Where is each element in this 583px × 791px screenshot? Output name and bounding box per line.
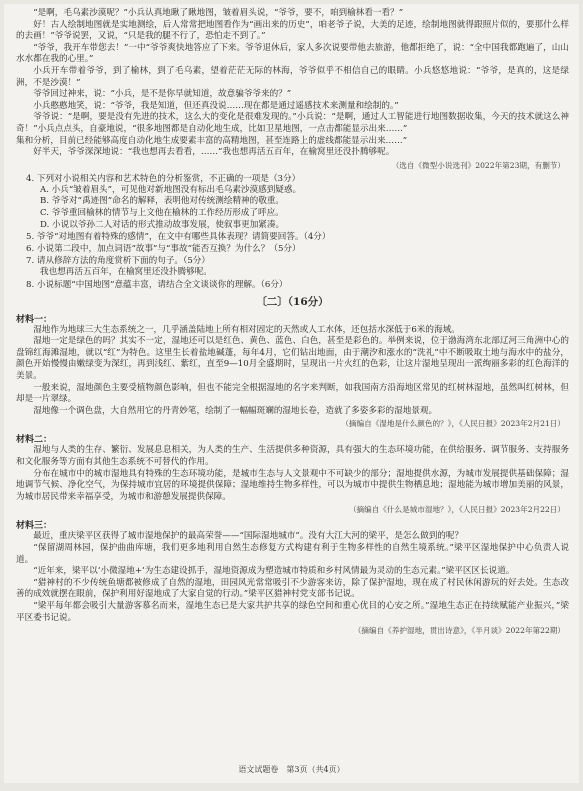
question-8: 8. 小说标题“中国地图”意蕴丰富，请结合全文谈谈你的理解。（6分） <box>26 279 288 290</box>
question-4-option-b: B. 爷爷对“禹迹图”命名的解释，表明他对传统测绘精神的敬重。 <box>40 196 285 207</box>
story-paragraph: 爷爷说：“是啊，要是没有先进的技术，这么大的变化是很难发现的。”小兵说：“是啊，通过人工智能进行地图数据收集，今天的技术就这么神奇！”小兵点点头，自豪地说，“很多地图都是自动化地生成，比如卫星地图，一点击都能显示出来……” <box>16 112 569 134</box>
story-paragraph: 小兵憨憨地笑，说：“爷爷，我是知道，但还真没说……现在都是通过遥感技术来测量和绘制的。” <box>33 100 399 111</box>
material-1-label: 材料一： <box>16 314 53 325</box>
story-paragraph: 集和分析，目前已经能够高度自动化地生成要素丰富的高精地图，甚至连路上的虚线都能显示出来……” <box>16 135 408 146</box>
material-paragraph: 湿地作为地球三大生态系统之一，几乎涵盖陆地上所有相对固定的天然或人工水体，还包括水深低于6米的海域。 <box>33 324 460 335</box>
material-3-citation: （摘编自《养护湿地，贯出诗意》，《半月谈》2022年第22期） <box>353 626 565 636</box>
material-paragraph: “近年来，梁平以‘小微湿地+’为生态建设抓手，湿地资源成为塑造城市特质和乡村风情最为灵动的生态元素。”梁平区区长说道。 <box>33 566 515 577</box>
question-4-option-a: A. 小兵“皱着眉头”，可见他对新地图没有标出毛乌素沙漠感到疑惑。 <box>40 184 302 195</box>
story-paragraph: 爷爷回过神来，说：“小兵，是不是你早就知道，故意骗爷爷来的？” <box>33 89 292 100</box>
material-1-citation: （摘编自《湿地是什么颜色的？》，《人民日报》2023年2月21日） <box>341 419 565 429</box>
story-paragraph: 好半天，爷爷深深地说：“我也想再去看看，……”我也想再活五百年，在榆窝里还没扑腾够呢。 <box>33 147 395 158</box>
story-section <box>16 8 569 171</box>
section-2-title: 〔二〕（16分） <box>256 295 329 308</box>
material-2-label: 材料二： <box>16 435 53 446</box>
story-paragraph: 小兵开车带着爷爷，到了榆林，到了毛乌素，望着茫茫无际的林海，爷爷似乎不相信自己的眼睛。小兵悠悠地说：“爷爷，是真的，这是绿洲，不是沙漠！” <box>16 65 569 88</box>
material-paragraph: 一般来说，湿地颜色主要受植物颜色影响，但也不能完全根据湿地的名字来判断，如我国南方沿海地区常见的红树林湿地，虽然叫红树林，但却是一片翠绿。 <box>16 382 569 405</box>
question-4: 4. 下列对小说相关内容和艺术特色的分析鉴赏，不正确的一项是（3分） <box>26 173 301 184</box>
story-citation: （选自《微型小说选刊》2022年第23期，有删节） <box>391 160 565 170</box>
story-paragraph: “是啊，毛乌素沙漠呢？”小兵认真地瞅了瞅地图，皱着眉头说，“爷爷，要不，咱到榆林看一看？” <box>33 8 404 18</box>
question-4-option-c: C. 爷爷重回榆林的情节与上文他在榆林的工作经历形成了呼应。 <box>40 207 284 218</box>
question-5: 5. 爷爷“对地图有着特殊的感情”，在文中有哪些具体表现？请简要回答。（4分） <box>26 232 331 243</box>
questions-section <box>16 173 569 291</box>
material-1 <box>16 312 569 430</box>
question-4-option-d: D. 小说以爷孙二人对话的形式推动故事发展，使叙事更加紧凑。 <box>40 219 285 230</box>
material-3-label: 材料三： <box>16 521 53 532</box>
material-2 <box>16 432 569 515</box>
material-3 <box>16 518 569 636</box>
material-paragraph: “猎神村的不少传统鱼塘都被修成了自然的湿地，田园风光常常吸引不少游客来访，除了保护湿地，现在成了村民休闲游玩的好去处。生态改善的成效就摆在眼前，保护利用好湿地成了大家自觉的行动。”梁平区猎神村党支部书记说。 <box>16 577 569 600</box>
exam-page <box>4 4 579 783</box>
material-paragraph: 湿地一定是绿色的吗？其实不一定，湿地还可以是红色、黄色、蓝色、白色，甚至是彩色的。举例来说，位于渤海湾东北部辽河三角洲中心的盘锦红海滩湿地，就以“红”为特色。这里生长着盐地碱蓬，每年4月，它们钻出地面，由于潮汐和涨水的“洗礼”中不断吸取土地与海水中的盐分，颜色开始慢慢由嫩绿变为深红，再到浅红、紫红，直至9—10月全盛期时，呈现出一片火红的色彩，让这片湿地呈现出一派绚丽多彩的红色海洋的美景。 <box>16 336 569 382</box>
story-paragraph: 好！古人绘制地图就是实地测绘，后人常常把地图看作为“画出来的历史”，咱老爷子说，大美的足迹，绘制地图就得跟照片似的，要那什么样的去画！”爷爷说罢，又说，“只是我的腿不行了，恐怕走不到了。” <box>16 19 569 42</box>
page-footer: 语文试题卷 第3页（共4页） <box>238 765 345 774</box>
material-paragraph: “保留湖周林园，保护曲曲库塘，我们更多地利用自然生态修复方式构建有利于生物多样性的自然生境系统。”梁平区湿地保护中心负责人说道。 <box>16 543 569 565</box>
story-paragraph: “爷爷，我开车带您去！”一中“爷爷爽快地答应了下来。爷爷退休后，家人多次说要带他去旅游，他都拒绝了，说：“全中国我都跑遍了，山山水水都在我的心里。” <box>16 42 569 65</box>
material-paragraph: 最近，重庆梁平区获得了城市湿地保护的最高荣誉——“国际湿地城市”。没有大江大河的梁平，是怎么做到的呢？ <box>33 531 464 542</box>
material-paragraph: 湿地与人类的生存、繁衍、发展息息相关，为人类的生产、生活提供多种资源，具有强大的生态环境功能，在供给服务、调节服务、支持服务和文化服务等方面有其他生态系统不可替代的作用。 <box>16 445 569 468</box>
material-paragraph: 分布在城市中的城市湿地具有特殊的生态环境功能，是城市生态与人文景观中不可缺少的部分；湿地提供水源，为城市发展提供基础保障；湿地调节气候、净化空气，为保持城市宜居的环境提供保障；湿地维持生物多样性，可以为城市中提供生物栖息地；湿地能为城市增加美丽的风景，为城市居民带来幸福享受，为城市和游憩发展提供保障。 <box>16 468 569 502</box>
material-2-citation: （摘编自《什么是城市湿地？》，《人民日报》2023年2月22日） <box>348 505 565 515</box>
question-7-quote: 我也想再活五百年，在榆窝里还没扑腾够呢。 <box>40 267 212 278</box>
material-paragraph: “梁平每年都会吸引大量游客慕名而来，湿地生态已是大家共护共享的绿色空间和重心优目的心安之所。”湿地生态正在持续赋能产业振兴，”梁平区委书记说。 <box>16 600 569 623</box>
material-paragraph: 湿地像一个调色盘，大自然用它的丹青妙笔，绘制了一幅幅斑斓的湿地长卷，造就了多姿多彩的湿地景观。 <box>33 405 438 416</box>
question-7: 7. 请从修辞方法的角度赏析下面的句子。（5分） <box>26 256 210 267</box>
question-6: 6. 小说第二段中，加点词语“故事”与“事故”能否互换？为什么？（5分） <box>26 244 301 255</box>
